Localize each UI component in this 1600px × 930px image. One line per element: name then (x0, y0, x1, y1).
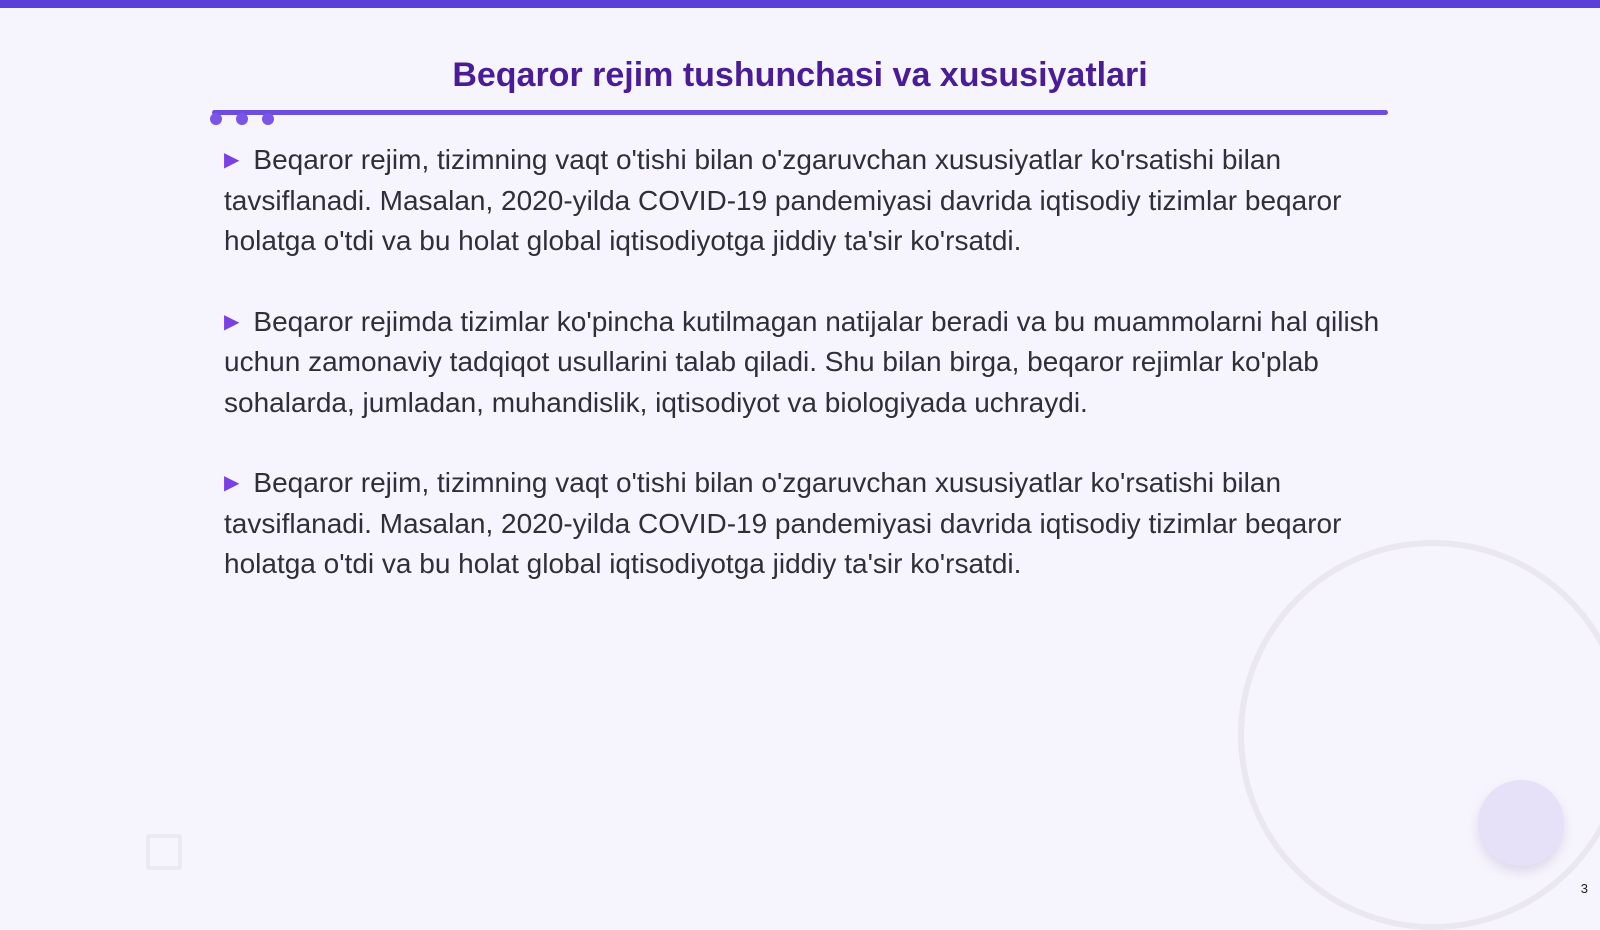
underline-dot (262, 113, 274, 125)
underline-dot (236, 113, 248, 125)
decorative-square (146, 834, 182, 870)
bullet-item (224, 140, 1384, 262)
bullet-text: Beqaror rejim, tizimning vaqt o'tishi bilan o'zgaruvchan xususiyatlar ko'rsatishi bilan tavsiflanadi. Masalan, 2020-yilda COVID-19 pandemiyasi davrida iqtisodiy tizimlar beqaror holatga o'tdi va bu holat global iqtisodiyotga jiddiy ta'sir ko'rsatdi. (224, 144, 1342, 256)
triangle-bullet-icon: ▶ (224, 472, 240, 494)
bullet-text: Beqaror rejimda tizimlar ko'pincha kutilmagan natijalar beradi va bu muammolarni hal qilish uchun zamonaviy tadqiqot usullarini talab qiladi. Shu bilan birga, beqaror rejimlar ko'plab sohalarda, jumladan, muhandislik, iqtisodiyot va biologiyada uchraydi. (224, 305, 1380, 418)
slide-title: Beqaror rejim tushunchasi va xususiyatlari (452, 56, 1148, 94)
decorative-circle (1478, 780, 1564, 866)
triangle-bullet-icon: ▶ (224, 149, 240, 171)
underline-dot (210, 113, 222, 125)
bullet-item (224, 463, 1384, 585)
triangle-bullet-icon: ▶ (224, 310, 240, 333)
bullet-list (224, 140, 1384, 625)
decorative-ring (1238, 540, 1600, 930)
title-underline (212, 110, 1388, 115)
bullet-item (224, 302, 1384, 424)
bullet-text: Beqaror rejim, tizimning vaqt o'tishi bilan o'zgaruvchan xususiyatlar ko'rsatishi bilan tavsiflanadi. Masalan, 2020-yilda COVID-19 pandemiyasi davrida iqtisodiy tizimlar beqaror holatga o'tdi va bu holat global iqtisodiyotga jiddiy ta'sir ko'rsatdi. (224, 467, 1342, 579)
page-number: 3 (1580, 881, 1588, 896)
top-accent-bar (0, 0, 1600, 8)
